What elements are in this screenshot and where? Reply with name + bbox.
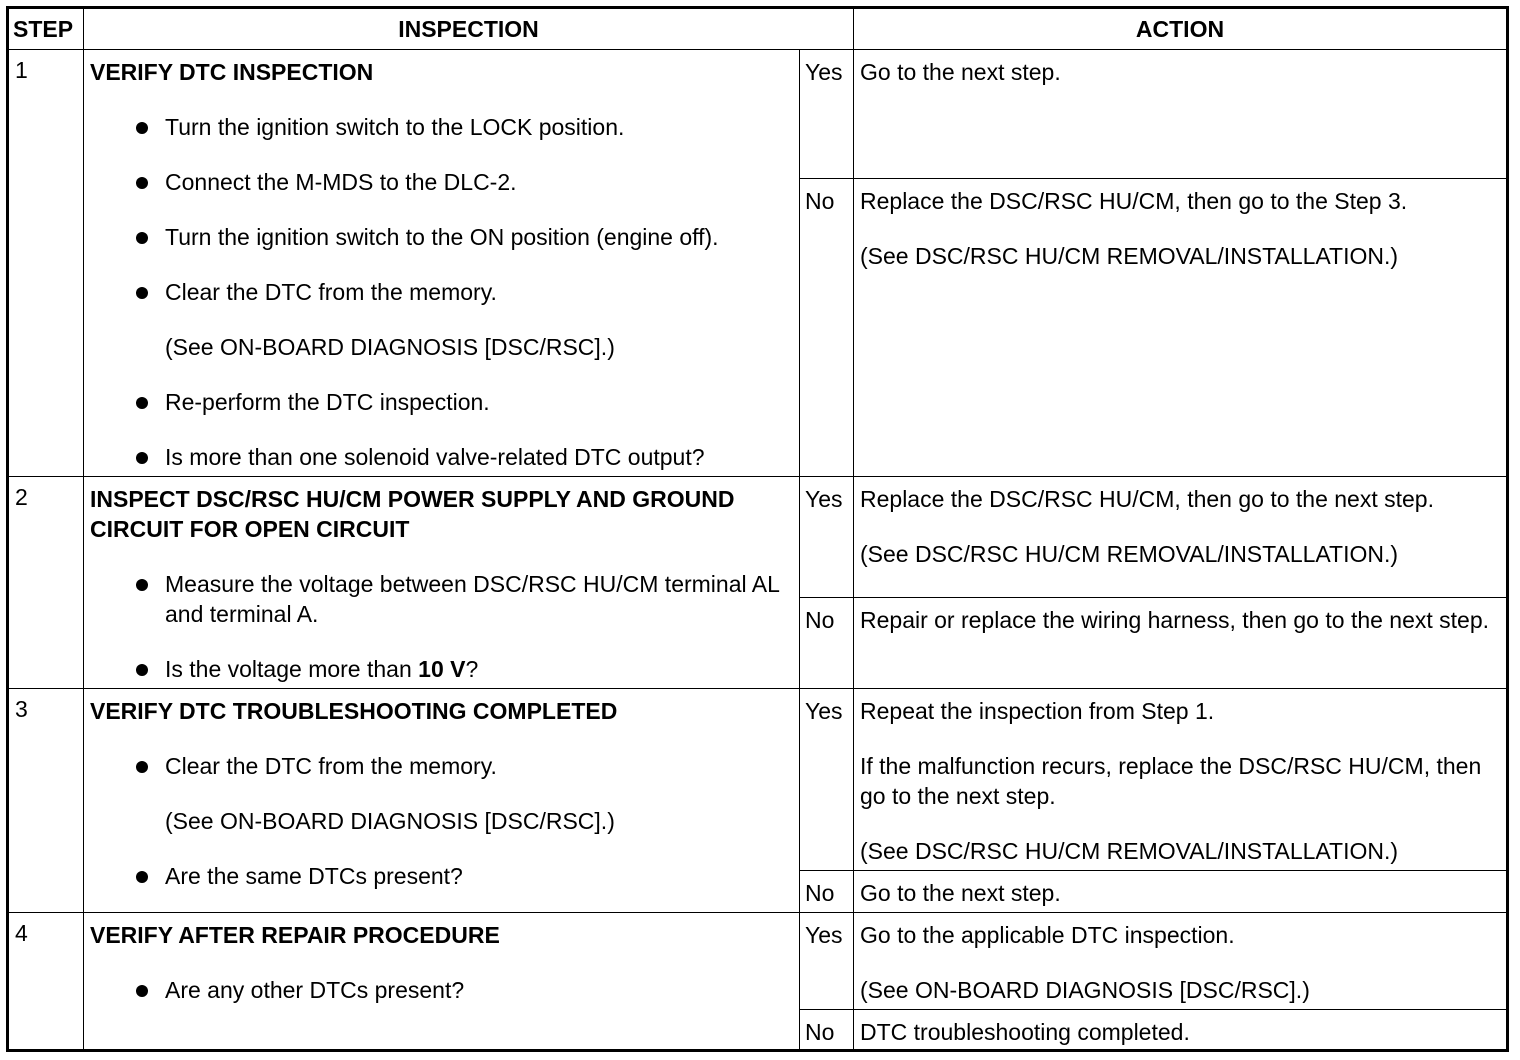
no-action-cell — [854, 179, 1508, 477]
table-row — [8, 477, 1508, 598]
no-action-cell — [854, 871, 1508, 913]
action-text: Replace the DSC/RSC HU/CM, then go to the Step 3. — [860, 188, 1408, 214]
table-header-row — [8, 8, 1508, 50]
action-text: Go to the next step. — [860, 59, 1061, 85]
bullet-item — [90, 387, 793, 417]
bullet-text: Measure the voltage between DSC/RSC HU/CM terminal AL and terminal A. — [165, 571, 780, 627]
inspection-cell — [84, 689, 800, 913]
bullet-icon — [136, 122, 148, 134]
step-number: 2 — [8, 477, 84, 689]
reference-note: (See ON-BOARD DIAGNOSIS [DSC/RSC].) — [165, 334, 615, 360]
bullet-text: Are the same DTCs present? — [165, 863, 463, 889]
bullet-icon — [136, 985, 148, 997]
no-action-cell — [854, 598, 1508, 689]
inspection-title: INSPECT DSC/RSC HU/CM POWER SUPPLY AND GROUND CIRCUIT FOR OPEN CIRCUIT — [90, 486, 735, 542]
action-text: (See DSC/RSC HU/CM REMOVAL/INSTALLATION.) — [860, 541, 1399, 567]
bullet-item — [90, 654, 793, 684]
table-row — [8, 913, 1508, 1010]
inspection-column-header: INSPECTION — [84, 8, 854, 50]
bullet-icon — [136, 761, 148, 773]
bullet-text: Re-perform the DTC inspection. — [165, 389, 490, 415]
bullet-item — [90, 442, 793, 472]
inspection-cell — [84, 913, 800, 1051]
action-text: Go to the next step. — [860, 880, 1061, 906]
yes-label: Yes — [800, 689, 854, 871]
voltage-value: 10 V — [418, 656, 466, 682]
bullet-text: Connect the M-MDS to the DLC-2. — [165, 169, 517, 195]
yes-action-cell — [854, 689, 1508, 871]
action-text: Go to the applicable DTC inspection. — [860, 922, 1235, 948]
inspection-cell — [84, 477, 800, 689]
bullet-text: Is more than one solenoid valve-related DTC output? — [165, 444, 705, 470]
yes-label: Yes — [800, 913, 854, 1010]
bullet-item — [90, 751, 793, 781]
bullet-text: Turn the ignition switch to the LOCK position. — [165, 114, 625, 140]
yes-action-cell — [854, 50, 1508, 179]
bullet-icon — [136, 871, 148, 883]
step-number: 3 — [8, 689, 84, 913]
bullet-item — [90, 569, 793, 629]
bullet-text: Clear the DTC from the memory. — [165, 279, 497, 305]
bullet-item — [90, 222, 793, 252]
bullet-text: Are any other DTCs present? — [165, 977, 465, 1003]
bullet-item — [90, 975, 793, 1005]
step-number: 4 — [8, 913, 84, 1051]
bullet-icon — [136, 287, 148, 299]
bullet-icon — [136, 579, 148, 591]
inspection-cell — [84, 50, 800, 477]
action-text: DTC troubleshooting completed. — [860, 1019, 1190, 1045]
no-label: No — [800, 179, 854, 477]
bullet-item — [90, 112, 793, 142]
bullet-text: Turn the ignition switch to the ON position (engine off). — [165, 224, 719, 250]
action-text: (See ON-BOARD DIAGNOSIS [DSC/RSC].) — [860, 977, 1310, 1003]
bullet-icon — [136, 232, 148, 244]
table-row — [8, 50, 1508, 179]
bullet-icon — [136, 452, 148, 464]
no-label: No — [800, 598, 854, 689]
inspection-title: VERIFY DTC INSPECTION — [90, 59, 374, 85]
action-text: (See DSC/RSC HU/CM REMOVAL/INSTALLATION.) — [860, 243, 1399, 269]
bullet-icon — [136, 177, 148, 189]
bullet-icon — [136, 397, 148, 409]
yes-label: Yes — [800, 50, 854, 179]
inspection-title: VERIFY AFTER REPAIR PROCEDURE — [90, 922, 500, 948]
action-text: Replace the DSC/RSC HU/CM, then go to the next step. — [860, 486, 1434, 512]
bullet-text: Clear the DTC from the memory. — [165, 753, 497, 779]
bullet-icon — [136, 664, 148, 676]
bullet-text: Is the voltage more than — [165, 656, 412, 682]
bullet-item — [90, 861, 793, 891]
bullet-item — [90, 167, 793, 197]
reference-note: (See ON-BOARD DIAGNOSIS [DSC/RSC].) — [165, 808, 615, 834]
yes-action-cell — [854, 477, 1508, 598]
step-number: 1 — [8, 50, 84, 477]
action-text: (See DSC/RSC HU/CM REMOVAL/INSTALLATION.) — [860, 838, 1399, 864]
no-label: No — [800, 871, 854, 913]
table-row — [8, 689, 1508, 871]
yes-label: Yes — [800, 477, 854, 598]
bullet-text: ? — [465, 656, 479, 682]
step-column-header: STEP — [8, 8, 84, 50]
action-text: Repeat the inspection from Step 1. — [860, 698, 1215, 724]
action-text: If the malfunction recurs, replace the DSC/RSC HU/CM, then go to the next step. — [860, 753, 1482, 809]
troubleshooting-table — [6, 6, 1509, 1052]
no-action-cell — [854, 1010, 1508, 1051]
bullet-item — [90, 277, 793, 307]
action-text: Repair or replace the wiring harness, then go to the next step. — [860, 607, 1490, 633]
action-column-header: ACTION — [854, 8, 1508, 50]
no-label: No — [800, 1010, 854, 1051]
inspection-title: VERIFY DTC TROUBLESHOOTING COMPLETED — [90, 698, 618, 724]
yes-action-cell — [854, 913, 1508, 1010]
